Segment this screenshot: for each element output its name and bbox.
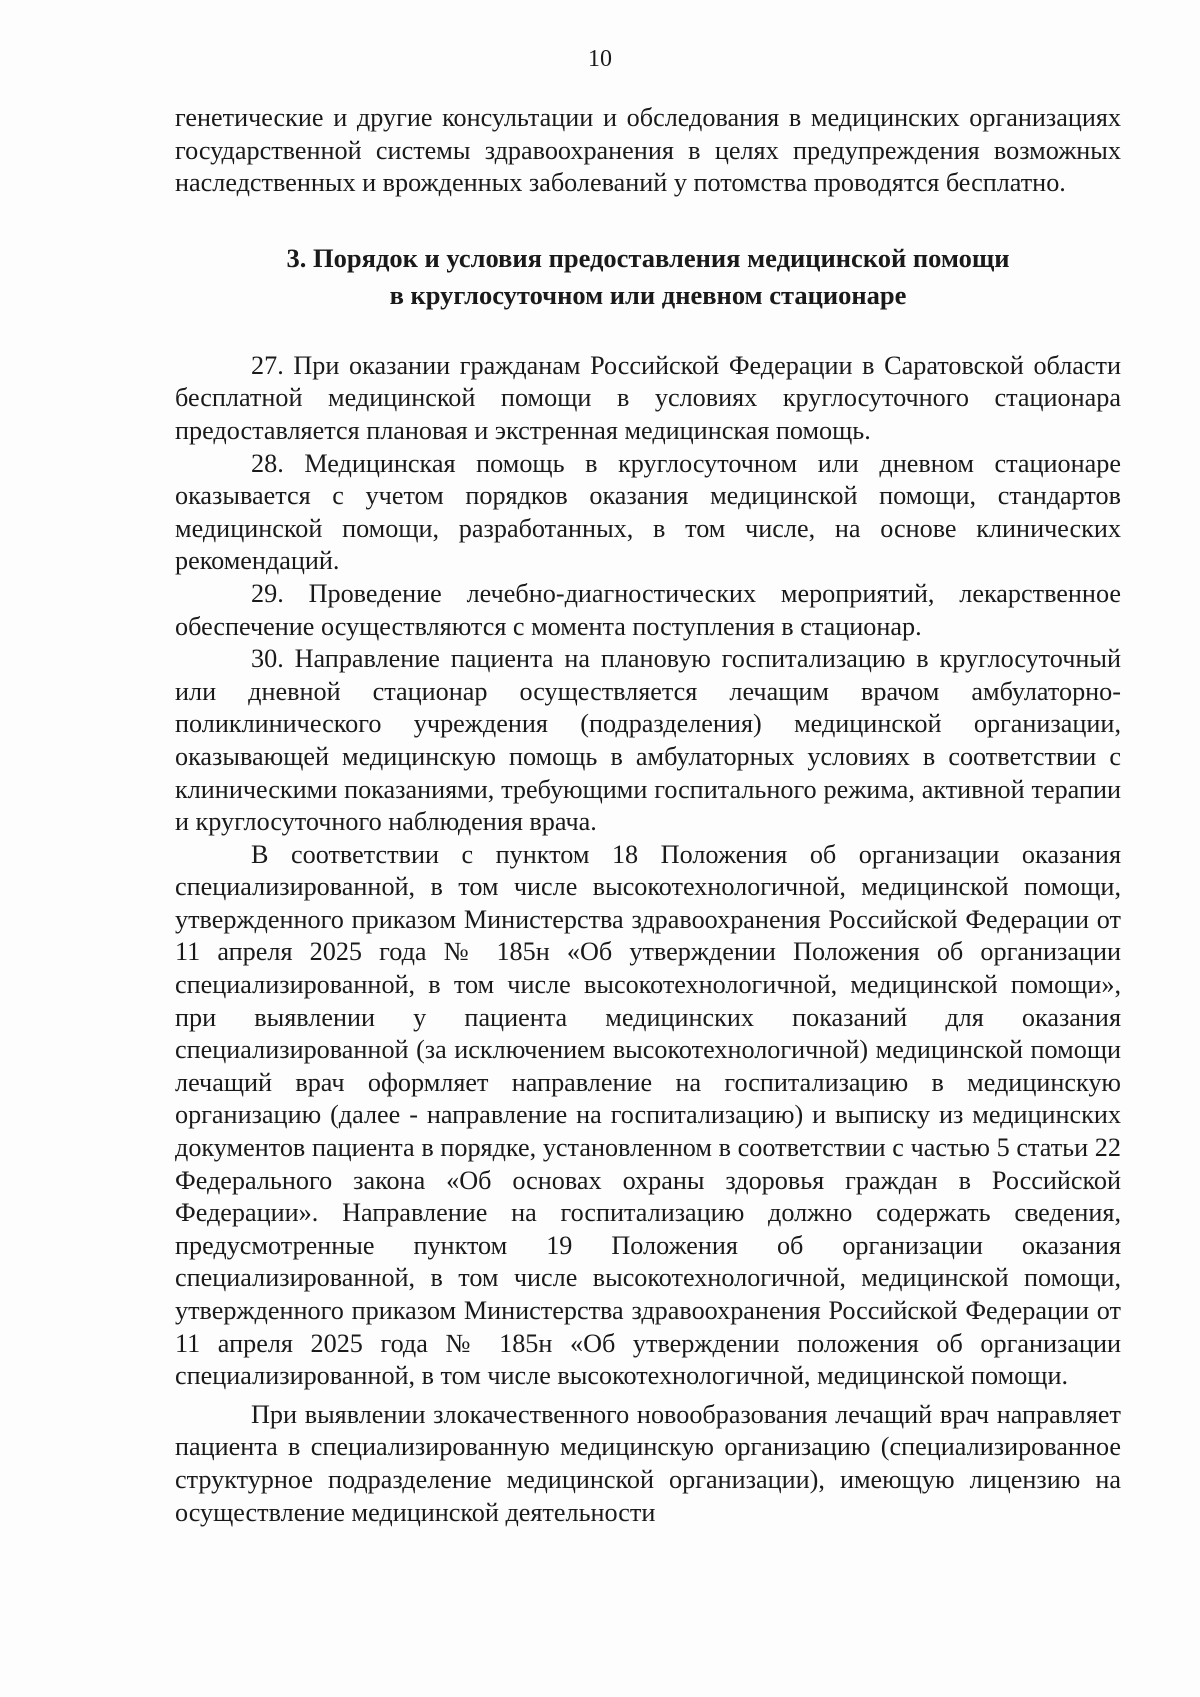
paragraph-accordance: В соответствии с пунктом 18 Положения об организации оказания специализированной, в том числе высокотехнологичной, медицинской помощи, утвержденного приказом Министерства здравоохранения Российской Федерации от 11 апреля 2025 года № 185н «Об утверждении Положения об организации специализированной, в том числе высокотехнологичной, медицинской помощи», при выявлении у пациента медицинских показаний для оказания специализированной (за исключением высокотехнологичной) медицинской помощи лечащий врач оформляет направление на госпитализацию в медицинскую организацию (далее - направление на госпитализацию) и выписку из медицинских документов пациента в порядке, установленном в соответствии с частью 5 статьи 22 Федерального закона «Об основах охраны здоровья граждан в Российской Федерации». Направление на госпитализацию должно содержать сведения, предусмотренные пунктом 19 Положения об организации оказания специализированной, в том числе высокотехнологичной, медицинской помощи, утвержденного приказом Министерства здравоохранения Российской Федерации от 11 апреля 2025 года № 185н «Об утверждении положения об организации специализированной, в том числе высокотехнологичной, медицинской помощи.	[175, 839, 1121, 1391]
section-heading	[175, 240, 1121, 314]
paragraph-27: 27. При оказании гражданам Российской Федерации в Саратовской области бесплатной медицинской помощи в условиях круглосуточного стационара предоставляется плановая и экстренная медицинская помощь.	[175, 350, 1121, 445]
page-number: 10	[588, 46, 612, 72]
paragraph-30: 30. Направление пациента на плановую госпитализацию в круглосуточный или дневной стационар осуществляется лечащим врачом амбулаторно-поликлинического учреждения (подразделения) медицинской организации, оказывающей медицинскую помощь в амбулаторных условиях в соответствии с клиническими показаниями, требующими госпитального режима, активной терапии и круглосуточного наблюдения врача.	[175, 644, 1121, 837]
document-body	[175, 102, 1121, 1529]
paragraph-intro: генетические и другие консультации и обследования в медицинских организациях государственной системы здравоохранения в целях предупреждения возможных наследственных и врожденных заболеваний у потомства проводятся бесплатно.	[175, 103, 1121, 198]
paragraph-29: 29. Проведение лечебно-диагностических мероприятий, лекарственное обеспечение осуществляются с момента поступления в стационар.	[175, 578, 1121, 641]
section-heading-line-1: 3. Порядок и условия предоставления медицинской помощи	[286, 242, 1010, 273]
section-heading-line-2: в круглосуточном или дневном стационаре	[389, 279, 907, 310]
paragraph-28: 28. Медицинская помощь в круглосуточном или дневном стационаре оказывается с учетом порядков оказания медицинской помощи, стандартов медицинской помощи, разработанных, в том числе, на основе клинических рекомендаций.	[175, 448, 1121, 576]
paragraph-malignant: При выявлении злокачественного новообразования лечащий врач направляет пациента в специализированную медицинскую организацию (специализированное структурное подразделение медицинской организации), имеющую лицензию на осуществление медицинской деятельности	[175, 1399, 1121, 1527]
